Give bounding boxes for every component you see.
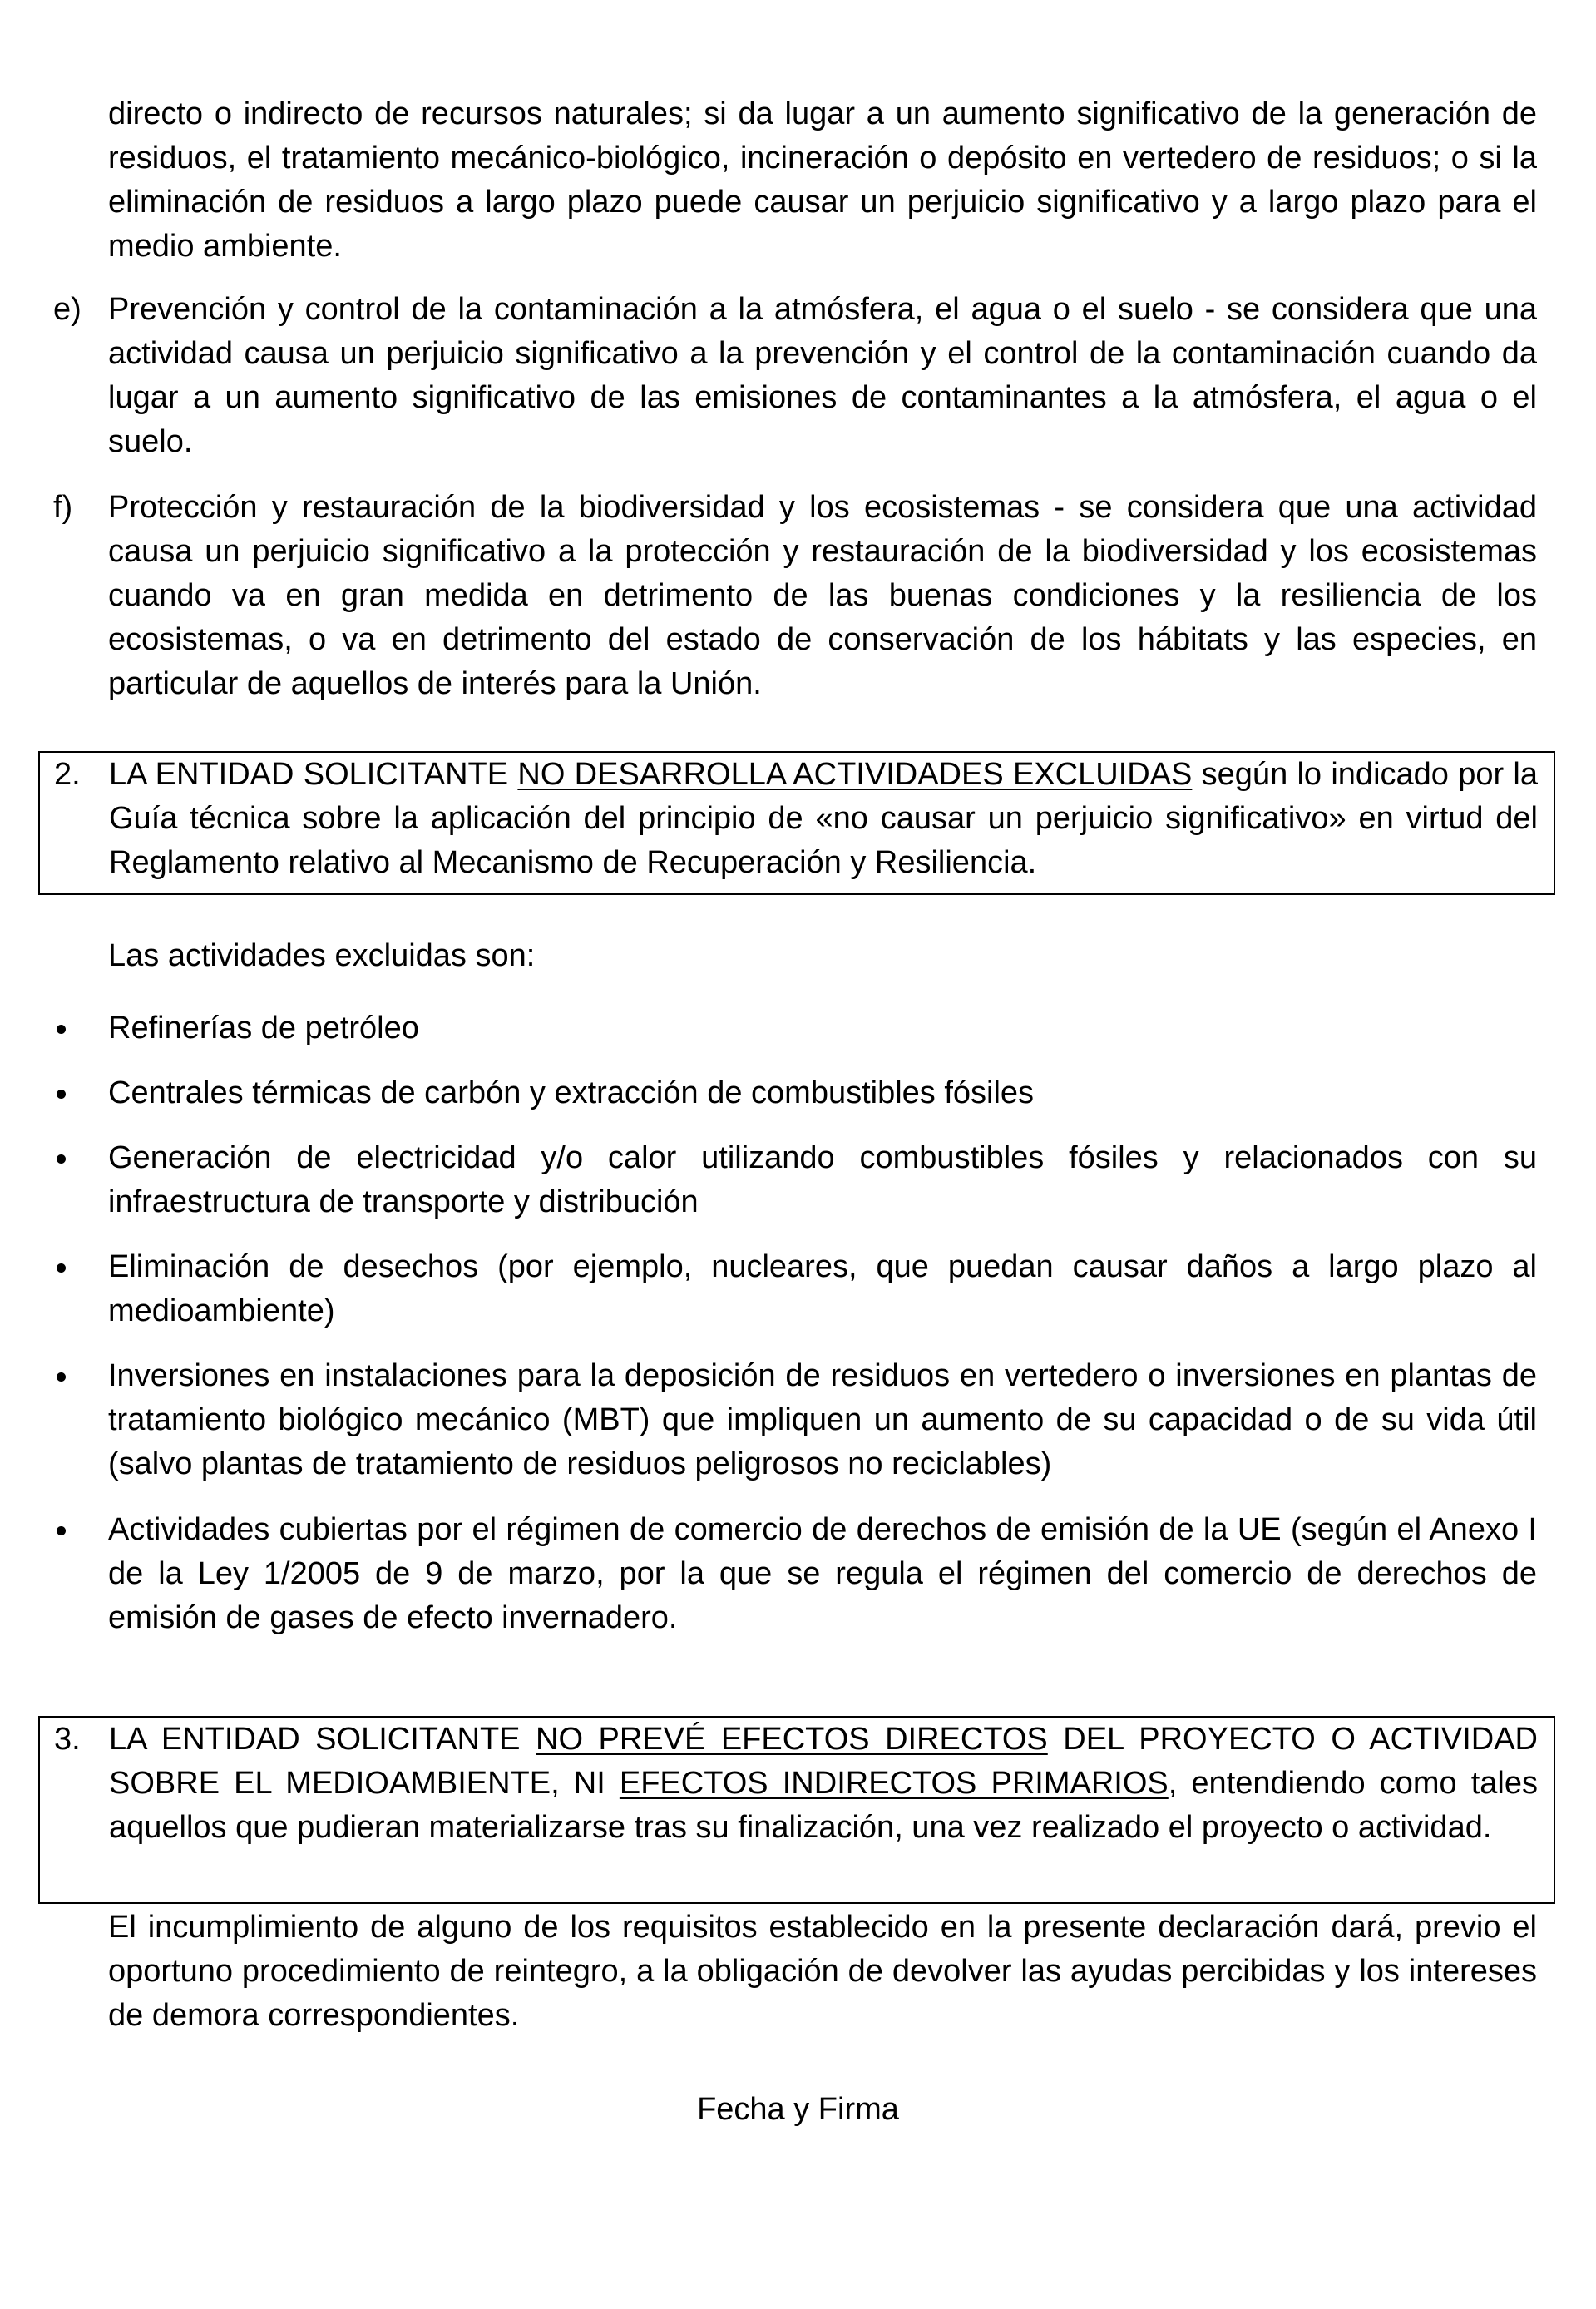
- list-item-e: [53, 288, 1537, 464]
- bullet-icon: [57, 1372, 66, 1382]
- signature-label: Fecha y Firma: [697, 2092, 899, 2127]
- bullet-item: [108, 1006, 1537, 1051]
- bullet-item: [108, 1136, 1537, 1224]
- section-3-underlined-2: EFECTOS INDIRECTOS PRIMARIOS: [619, 1766, 1169, 1801]
- bullet-text: Eliminación de desechos (por ejemplo, nucleares, que puedan causar daños a largo plazo al medioambiente): [108, 1249, 1537, 1328]
- section-3-middle: DEL PROYECTO O ACTIVIDAD SOBRE EL MEDIOAMBIENTE, NI: [109, 1722, 1538, 1801]
- section-3-text: [54, 1718, 1539, 1850]
- closing-paragraph: El incumplimiento de alguno de los requisitos establecido en la presente declaración dará, previo el oportuno procedimiento de reintegro, a la obligación de devolver las ayudas percibidas y los intereses de demora correspondientes.: [108, 1910, 1537, 2033]
- item-text: Protección y restauración de la biodiversidad y los ecosistemas - se considera que una actividad causa un perjuicio significativo a la protección y restauración de la biodiversidad y los ecosistemas cuando va en gran medida en detrimento de las buenas condiciones y la resiliencia de los ecosistemas, o va en detrimento del estado de conservación de los hábitats y las especies, en particular de aquellos de interés para la Unión.: [108, 490, 1537, 701]
- section-3-underlined-1: NO PREVÉ EFECTOS DIRECTOS: [536, 1722, 1048, 1757]
- bullet-text: Inversiones en instalaciones para la deposición de residuos en vertedero o inversiones en plantas de tratamiento biológico mecánico (MBT) que impliquen un aumento de su capacidad o de su vida útil (salvo plantas de tratamiento de residuos peligrosos no reciclables): [108, 1358, 1537, 1481]
- bullet-icon: [57, 1154, 66, 1164]
- bullet-text: Centrales térmicas de carbón y extracción de combustibles fósiles: [108, 1075, 1035, 1110]
- intro-paragraph: directo o indirecto de recursos naturales; si da lugar a un aumento significativo de la generación de residuos, el tratamiento mecánico-biológico, incineración o depósito en vertedero de residuos; o si la eliminación de residuos a largo plazo puede causar un perjuicio significativo y a largo plazo para el medio ambiente.: [108, 96, 1537, 264]
- bullet-item: [108, 1245, 1537, 1333]
- bullet-text: Refinerías de petróleo: [108, 1011, 419, 1046]
- list-item-f: [53, 486, 1537, 706]
- section-3-rest: , entendiendo como tales aquellos que pudieran materializarse tras su finalización, una vez realizado el proyecto o actividad.: [109, 1766, 1539, 1845]
- item-text: Prevención y control de la contaminación a la atmósfera, el agua o el suelo - se considera que una actividad causa un perjuicio significativo a la prevención y el control de la contaminación cuando da lugar a un aumento significativo de las emisiones de contaminantes a la atmósfera, el agua o el suelo.: [108, 292, 1537, 459]
- section-2-lead: LA ENTIDAD SOLICITANTE: [109, 757, 518, 792]
- bullet-icon: [57, 1526, 66, 1535]
- section-number: 3.: [54, 1722, 81, 1757]
- section-2-underlined: NO DESARROLLA ACTIVIDADES EXCLUIDAS: [517, 757, 1193, 792]
- bullet-icon: [57, 1090, 66, 1099]
- item-marker: f): [53, 490, 73, 525]
- bullet-icon: [57, 1025, 66, 1034]
- bullet-text: Actividades cubiertas por el régimen de comercio de derechos de emisión de la UE (según el Anexo I de la Ley 1/2005 de 9 de marzo, por la que se regula el régimen del comercio de derechos de emisión de gases de efecto invernadero.: [108, 1512, 1537, 1635]
- bullet-item: [108, 1354, 1537, 1486]
- section-3-lead: LA ENTIDAD SOLICITANTE: [109, 1722, 536, 1757]
- section-2-rest: según lo indicado por la Guía técnica sobre la aplicación del principio de «no causar un perjuicio significativo» en virtud del Reglamento relativo al Mecanismo de Recuperación y Resiliencia.: [109, 757, 1538, 880]
- section-2-text: [54, 753, 1538, 885]
- bullet-text: Generación de electricidad y/o calor utilizando combustibles fósiles y relacionados con su infraestructura de transporte y distribución: [108, 1140, 1537, 1219]
- section-3-box: [38, 1716, 1555, 1904]
- bullet-icon: [57, 1263, 66, 1273]
- bullet-item: [108, 1508, 1537, 1640]
- excluded-heading: Las actividades excluidas son:: [108, 938, 536, 973]
- section-number: 2.: [54, 757, 81, 792]
- section-2-box: [38, 751, 1555, 895]
- bullet-item: [108, 1071, 1537, 1115]
- item-marker: e): [53, 292, 82, 327]
